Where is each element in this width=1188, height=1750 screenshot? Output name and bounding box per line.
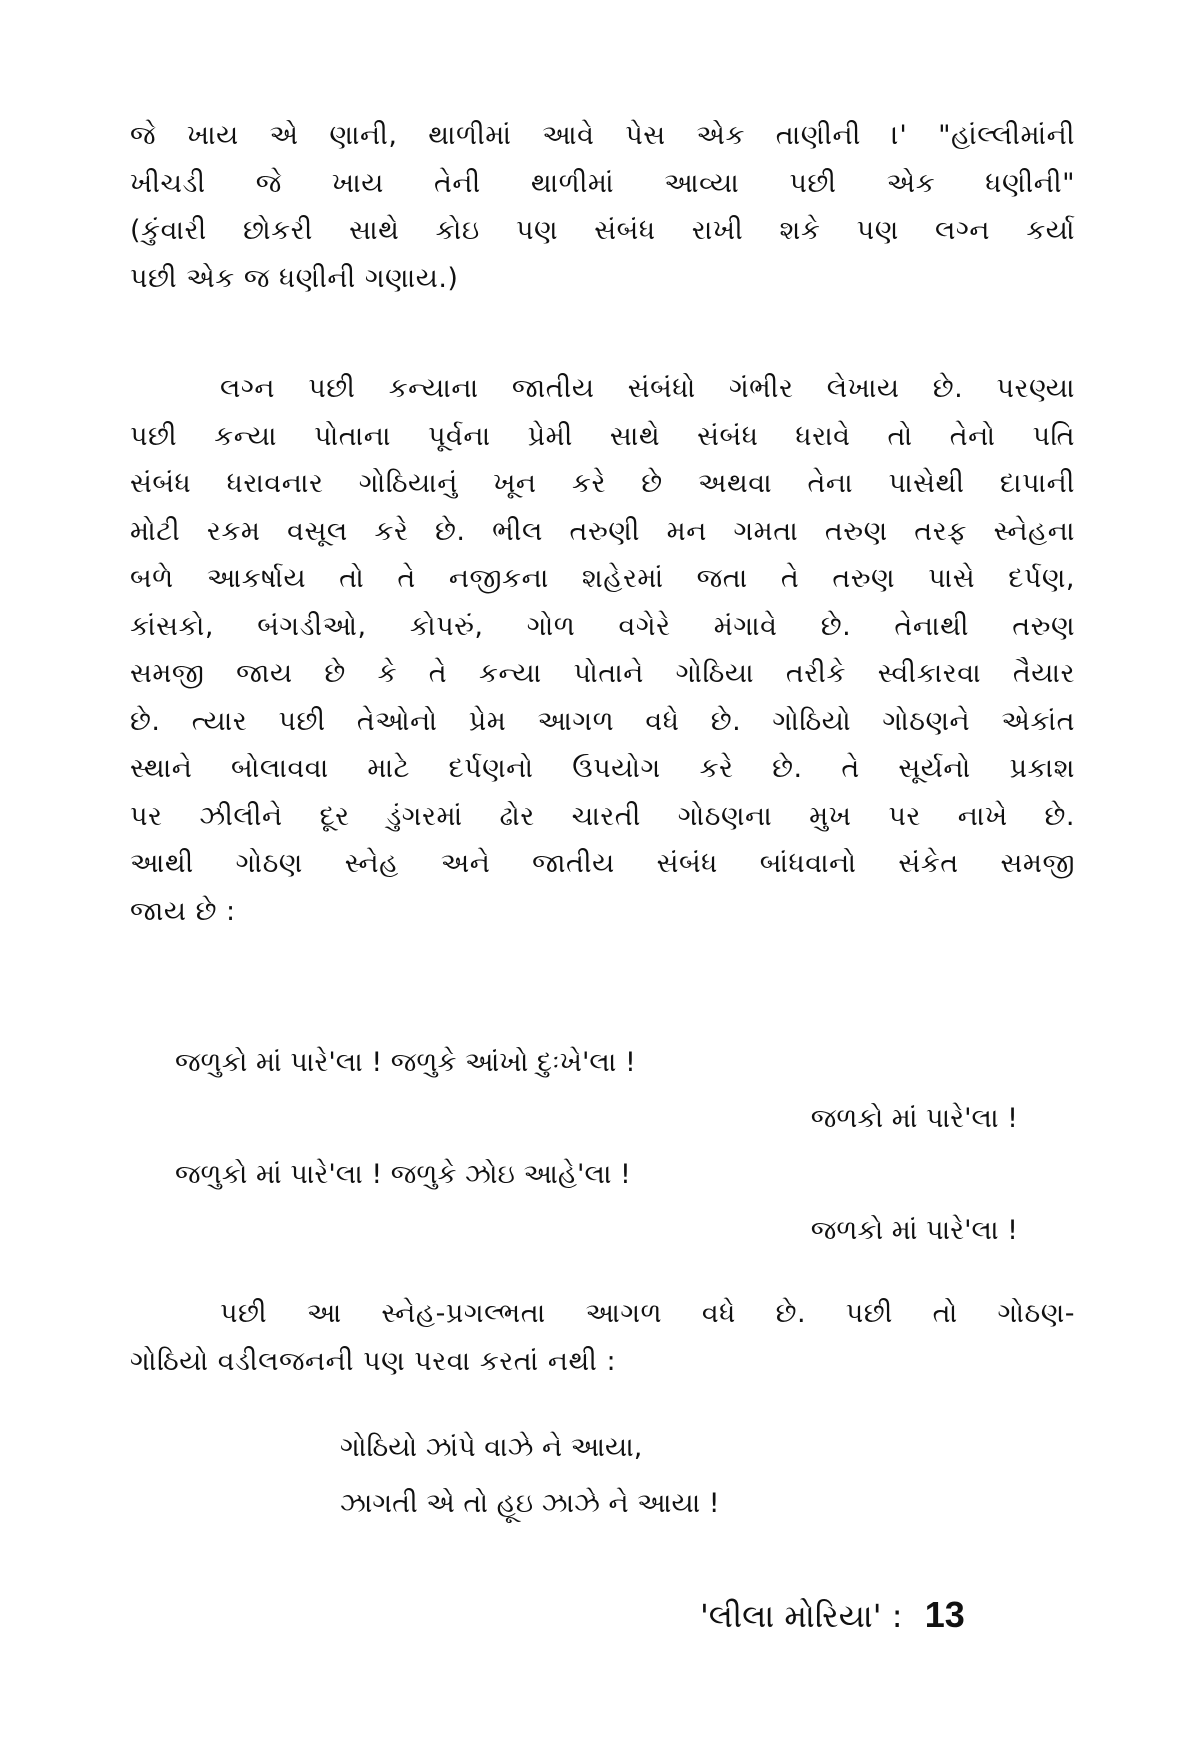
verse-line: જળુકો માં પારે'લા ! જળુકે આંખો દુઃખે'લા ! xyxy=(175,1047,636,1078)
text-line: લગ્ન પછી કન્યાના જાતીય સંબંધો ગંભીર લેખાય છે. પરણ્યા xyxy=(220,373,1075,404)
paragraph-2 xyxy=(130,365,1075,935)
text-line: (કુંવારી છોકરી સાથે કોઇ પણ સંબંધ રાખી શકે પણ લગ્ન કર્યા xyxy=(130,215,1075,246)
text-line: છે. ત્યાર પછી તેઓનો પ્રેમ આગળ વધે છે. ગોઠિયો ગોઠણને એકાંત xyxy=(130,705,1075,737)
verse-line: ઝાગતી એ તો હૂઇ ઝાઝે ને આયા ! xyxy=(340,1488,720,1519)
text-line: જાય છે : xyxy=(130,895,236,927)
text-line: પછી કન્યા પોતાના પૂર્વના પ્રેમી સાથે સંબંધ ધરાવે તો તેનો પતિ xyxy=(130,420,1075,452)
text-line: સંબંધ ધરાવનાર ગોઠિયાનું ખૂન કરે છે અથવા તેના પાસેથી દાપાની xyxy=(130,468,1075,499)
paragraph-1 xyxy=(130,112,1075,302)
text-line: ખીચડી જે ખાય તેની થાળીમાં આવ્યા પછી એક ધણીની" xyxy=(130,167,1075,199)
verse-line: જળકો માં પારે'લા ! xyxy=(810,1215,1018,1246)
text-line: બળે આકર્ષાય તો તે નજીકના શહેરમાં જતા તે તરુણ પાસે દર્પણ, xyxy=(130,563,1075,594)
verse-line: ગોઠિયો ઝાંપે વાઝે ને આયા, xyxy=(340,1432,643,1463)
running-title: 'લીલા મોરિયા' : xyxy=(700,1597,903,1635)
text-line: સ્થાને બોલાવવા માટે દર્પણનો ઉપયોગ કરે છે. તે સૂર્યનો પ્રકાશ xyxy=(130,753,1075,784)
text-line: કાંસકો, બંગડીઓ, કોપરું, ગોળ વગેરે મંગાવે છે. તેનાથી તરુણ xyxy=(130,610,1075,642)
page-number: 13 xyxy=(924,1594,965,1635)
page-footer xyxy=(700,1594,1080,1636)
text-line: મોટી રકમ વસૂલ કરે છે. ભીલ તરુણી મન ગમતા તરુણ તરફ સ્નેહના xyxy=(130,515,1075,547)
text-line: ગોઠિયો વડીલજનની પણ પરવા કરતાં નથી : xyxy=(130,1345,617,1377)
folk-song-verse-2 xyxy=(0,1420,1188,1550)
text-line: સમજી જાય છે કે તે કન્યા પોતાને ગોઠિયા તરીકે સ્વીકારવા તૈયાર xyxy=(130,658,1075,689)
text-line: પછી એક જ ધણીની ગણાય.) xyxy=(130,262,459,294)
folk-song-verse-1 xyxy=(0,1035,1188,1265)
text-line: પછી આ સ્નેહ-પ્રગલ્ભતા આગળ વધે છે. પછી તો ગોઠણ- xyxy=(220,1298,1075,1329)
verse-line: જળુકો માં પારે'લા ! જળુકે ઝોઇ આહે'લા ! xyxy=(175,1159,631,1190)
verse-line: જળકો માં પારે'લા ! xyxy=(810,1103,1018,1134)
text-line: આથી ગોઠણ સ્નેહ અને જાતીય સંબંધ બાંધવાનો સંકેત સમજી xyxy=(130,848,1075,879)
text-line: પર ઝીલીને દૂર ડુંગરમાં ઢોર ચારતી ગોઠણના મુખ પર નાખે છે. xyxy=(130,800,1075,832)
paragraph-3 xyxy=(130,1290,1075,1385)
text-line: જે ખાય એ ણાની, થાળીમાં આવે પેસ એક તાણીની ।' "હાંલ્લીમાંની xyxy=(130,120,1075,151)
